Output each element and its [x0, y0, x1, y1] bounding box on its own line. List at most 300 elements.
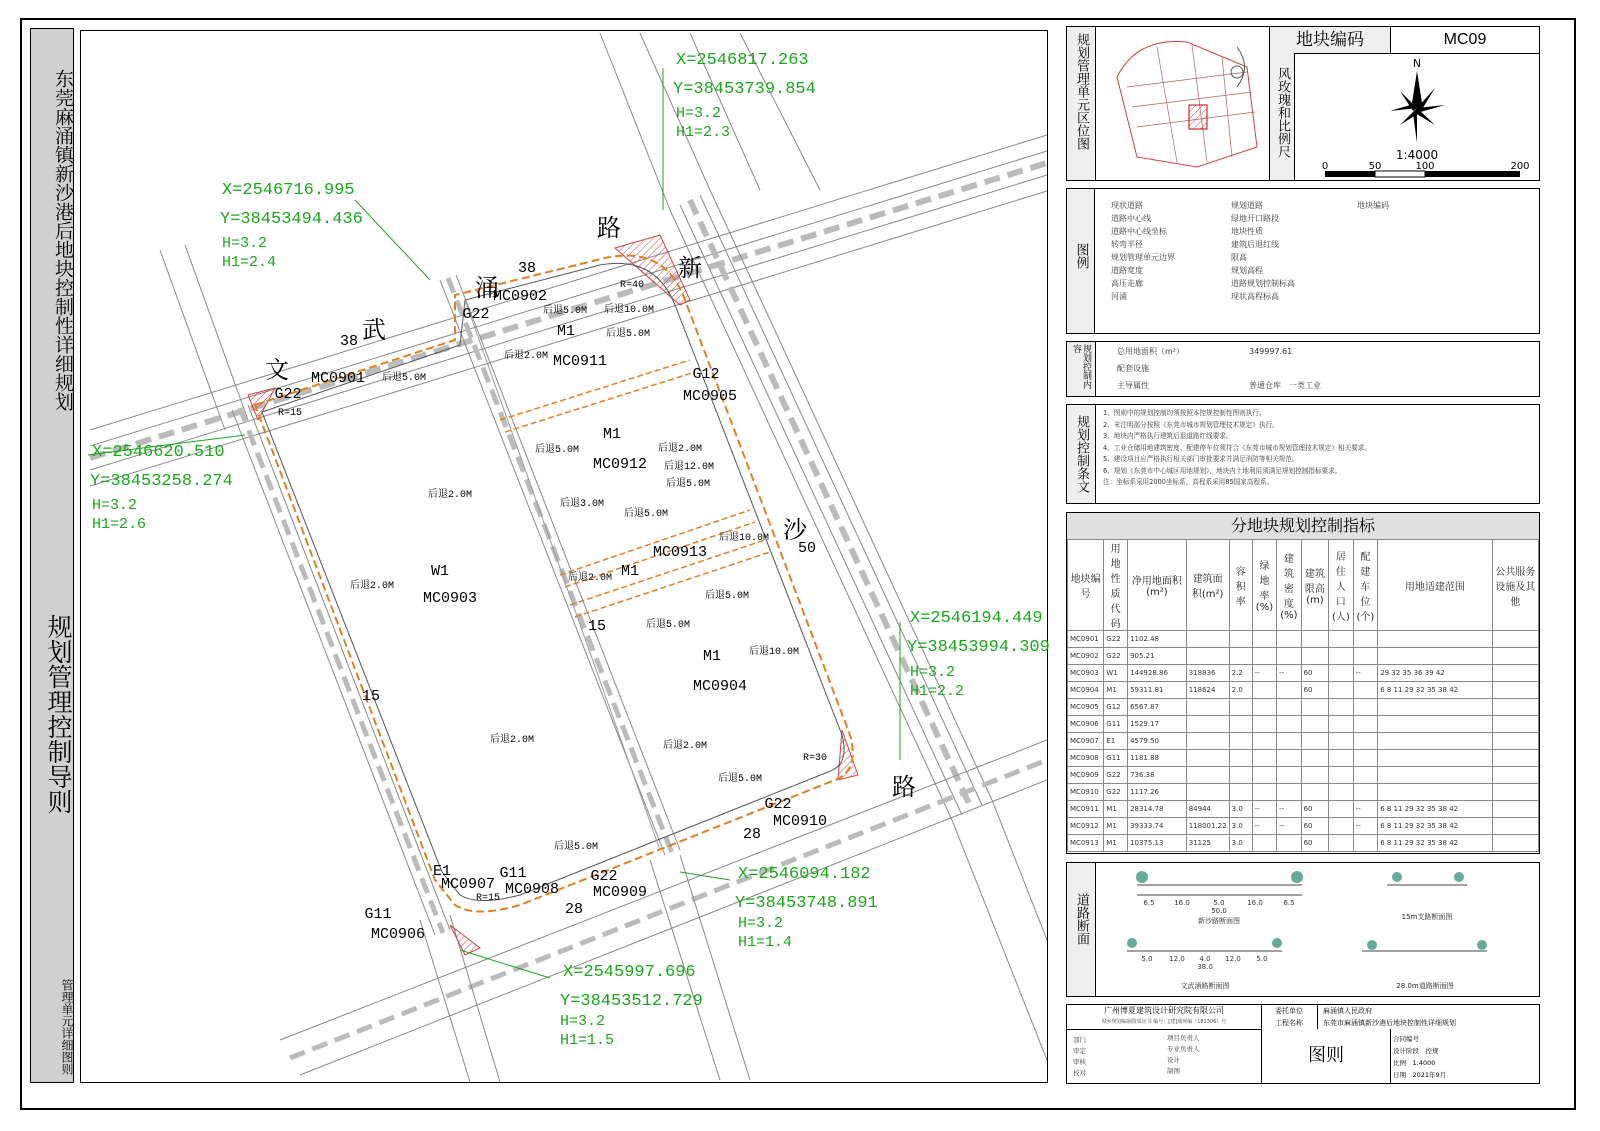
- coord-callout: [90, 443, 233, 533]
- table-cell: MC0907: [1068, 733, 1104, 750]
- table-cell: 3.0: [1229, 835, 1252, 852]
- section-dim: 5.0: [1141, 955, 1153, 963]
- scale-tick: 200: [1510, 161, 1530, 172]
- table-cell: [1378, 699, 1492, 716]
- col-header: 容积率: [1229, 540, 1252, 631]
- table-cell: [1229, 784, 1252, 801]
- table-cell: [1277, 699, 1301, 716]
- section-total: 38.0: [1197, 963, 1213, 971]
- client-value: 麻涌镇人民政府: [1323, 1007, 1372, 1015]
- table-cell: E1: [1104, 733, 1128, 750]
- parcel-code: MC0912: [592, 456, 648, 473]
- parcel-code: MC0907: [440, 876, 496, 893]
- svg-text:X=2545997.696: X=2545997.696: [563, 963, 696, 982]
- setback: 后退5.0M: [718, 774, 763, 785]
- index-table: [1067, 539, 1539, 852]
- road-width: 38: [518, 260, 537, 277]
- road-name-char: 沙: [783, 519, 807, 546]
- table-cell: 84944: [1186, 801, 1229, 818]
- section-dim: 16.0: [1174, 899, 1190, 907]
- setback: 后退2.0M: [568, 573, 613, 584]
- content-row-value: 普通仓库 一类工业: [1249, 381, 1321, 390]
- table-cell: G11: [1104, 716, 1128, 733]
- table-row: [1068, 699, 1539, 716]
- table-cell: [1378, 631, 1492, 648]
- road-width: 38: [340, 333, 359, 350]
- svg-text:Y=38453512.729: Y=38453512.729: [560, 992, 703, 1011]
- table-cell: 118624: [1186, 682, 1229, 699]
- table-cell: 1102.48: [1128, 631, 1187, 648]
- table-cell: [1378, 733, 1492, 750]
- table-cell: MC0912: [1068, 818, 1104, 835]
- table-cell: 28314.78: [1128, 801, 1187, 818]
- table-cell: [1492, 631, 1538, 648]
- table-cell: [1378, 750, 1492, 767]
- table-cell: [1277, 648, 1301, 665]
- table-cell: [1229, 767, 1252, 784]
- section-dim: 6.5: [1283, 899, 1295, 907]
- table-cell: 2.2: [1229, 665, 1252, 682]
- parcel-code: MC0911: [552, 353, 608, 370]
- clauses-panel: [1066, 404, 1540, 504]
- table-cell: 60: [1301, 682, 1329, 699]
- table-cell: [1301, 750, 1329, 767]
- coord-callout: [560, 963, 703, 1049]
- road-name-char: 路: [892, 776, 916, 803]
- setback: 后退2.0M: [663, 741, 708, 752]
- section-dim: 16.0: [1247, 899, 1263, 907]
- section-caption: 新沙路断面图: [1198, 917, 1240, 925]
- legend-item: 道路宽度: [1111, 266, 1143, 275]
- table-cell: [1378, 648, 1492, 665]
- table-cell: --: [1252, 818, 1276, 835]
- col-header: 净用地面积(m²): [1128, 540, 1187, 631]
- col-header: 用地适建范围: [1378, 540, 1492, 631]
- svg-text:X=2546094.182: X=2546094.182: [738, 865, 871, 884]
- table-cell: [1277, 835, 1301, 852]
- client-label: 委托单位: [1275, 1007, 1303, 1015]
- table-cell: [1492, 665, 1538, 682]
- table-cell: 4579.50: [1128, 733, 1187, 750]
- table-cell: 60: [1301, 835, 1329, 852]
- svg-text:H=3.2: H=3.2: [222, 235, 268, 252]
- content-panel: [1066, 341, 1540, 397]
- legend-item: 限高: [1231, 253, 1247, 262]
- legend-item: 道路中心线坐标: [1111, 227, 1167, 236]
- table-cell: [1277, 767, 1301, 784]
- table-cell: G22: [1104, 648, 1128, 665]
- content-row-label: 主导属性: [1117, 381, 1149, 390]
- table-cell: [1186, 648, 1229, 665]
- svg-text:Y=38453739.854: Y=38453739.854: [673, 80, 816, 99]
- doc-title: 规划管理控制导则: [44, 614, 73, 814]
- table-cell: MC0902: [1068, 648, 1104, 665]
- setback: 后退5.0M: [624, 509, 669, 520]
- setback: 后退5.0M: [646, 620, 691, 631]
- company-box: [1067, 1005, 1262, 1030]
- table-cell: 3.0: [1229, 818, 1252, 835]
- index-panel: [1066, 512, 1540, 854]
- road-name-char: 文: [265, 359, 289, 386]
- table-cell: [1353, 648, 1378, 665]
- col-header: 建筑面积(m²): [1186, 540, 1229, 631]
- svg-text:H1=2.4: H1=2.4: [222, 254, 277, 271]
- table-cell: M1: [1104, 801, 1128, 818]
- legend-col-1: [1111, 199, 1231, 303]
- scale-tick: 100: [1415, 161, 1435, 172]
- table-cell: [1492, 682, 1538, 699]
- project-value: 东莞市麻涌镇新沙港后地块控制性详细规划: [1323, 1019, 1456, 1027]
- clauses-text: [1103, 408, 1533, 489]
- table-cell: MC0911: [1068, 801, 1104, 818]
- table-cell: [1329, 631, 1354, 648]
- section-panel: [1066, 862, 1540, 997]
- content-row-label: 配套设施: [1117, 364, 1149, 373]
- location-label: 规划管理单元区位图: [1074, 33, 1089, 150]
- radius: R=15: [278, 408, 303, 419]
- index-header-row: [1068, 540, 1539, 631]
- table-cell: MC0913: [1068, 835, 1104, 852]
- table-cell: [1277, 784, 1301, 801]
- parcel-landuse: G22: [462, 306, 490, 323]
- table-cell: [1252, 733, 1276, 750]
- radius: R=15: [476, 893, 501, 904]
- sheet-name: 管理单元详细图则: [60, 979, 74, 1075]
- plot-code-value: MC09: [1443, 31, 1487, 48]
- table-cell: 60: [1301, 818, 1329, 835]
- table-cell: 1181.88: [1128, 750, 1187, 767]
- table-cell: [1186, 767, 1229, 784]
- table-cell: [1301, 648, 1329, 665]
- svg-text:H1=2.6: H1=2.6: [92, 516, 147, 533]
- project-label: 工程名称: [1275, 1019, 1303, 1027]
- table-row: [1068, 733, 1539, 750]
- meta-block: 合同编号 设计阶段 控规 比例 1:4000 日期 2021年9月: [1393, 1035, 1447, 1079]
- section-dim: 5.0: [1256, 955, 1268, 963]
- legend-item: 高压走廊: [1111, 279, 1143, 288]
- table-row: [1068, 818, 1539, 835]
- scale-tick: 50: [1368, 161, 1382, 172]
- table-cell: [1492, 835, 1538, 852]
- table-cell: G12: [1104, 699, 1128, 716]
- parcel-landuse: E1: [432, 863, 452, 880]
- compass-label: 风玫瑰和比例尺: [1275, 67, 1290, 158]
- table-cell: [1353, 631, 1378, 648]
- parcel-code: MC0913: [652, 544, 708, 561]
- table-cell: [1492, 784, 1538, 801]
- parcel-code: MC0902: [492, 288, 548, 305]
- table-cell: 2.0: [1229, 682, 1252, 699]
- table-cell: [1353, 767, 1378, 784]
- company-cert: 城乡规划编制资质证书 编号：[建]城规编（181306）号: [1101, 1019, 1227, 1025]
- table-row: [1068, 665, 1539, 682]
- parcel-landuse: G11: [499, 865, 527, 882]
- svg-text:H1=1.5: H1=1.5: [560, 1032, 615, 1049]
- legend-item: 河涌: [1111, 292, 1127, 301]
- table-cell: [1252, 682, 1276, 699]
- table-cell: --: [1353, 665, 1378, 682]
- table-cell: 1117.26: [1128, 784, 1187, 801]
- parcel-code: MC0906: [370, 926, 426, 943]
- table-row: [1068, 716, 1539, 733]
- table-cell: [1329, 767, 1354, 784]
- staff-labels: 项目负责人 专业负责人 设计 制图: [1167, 1034, 1200, 1075]
- legend-item: 道路规划控制标高: [1231, 279, 1295, 288]
- table-cell: [1186, 631, 1229, 648]
- svg-text:Y=38453748.891: Y=38453748.891: [735, 894, 878, 913]
- parcel-code: MC0908: [504, 881, 560, 898]
- table-cell: [1378, 767, 1492, 784]
- col-header: 居住人口(人): [1329, 540, 1354, 631]
- road-width: 15: [362, 688, 381, 705]
- setback: 后退2.0M: [350, 581, 395, 592]
- location-panel: [1066, 26, 1540, 181]
- table-cell: [1378, 716, 1492, 733]
- table-cell: [1301, 767, 1329, 784]
- table-cell: [1492, 733, 1538, 750]
- south-road: [280, 740, 1047, 1082]
- table-row: [1068, 750, 1539, 767]
- table-cell: [1186, 699, 1229, 716]
- legend-col-3: [1357, 199, 1477, 212]
- parcel-landuse: M1: [602, 426, 622, 443]
- table-cell: [1353, 784, 1378, 801]
- parcel-landuse: G22: [764, 796, 792, 813]
- table-cell: [1186, 750, 1229, 767]
- clause: 4、工业仓储用地建筑密度、配建停车位须符合《东莞市城市规划管理技术规定》相关要求。: [1103, 443, 1371, 452]
- table-cell: [1277, 682, 1301, 699]
- section-dim: 4.0: [1199, 955, 1211, 963]
- clause: 6、规划《东莞市中心城区用地规划》，地块内土地利用须满足规划控制指标要求。: [1103, 466, 1342, 475]
- table-cell: [1353, 682, 1378, 699]
- table-cell: MC0910: [1068, 784, 1104, 801]
- table-cell: [1301, 784, 1329, 801]
- table-cell: [1329, 835, 1354, 852]
- table-cell: [1353, 835, 1378, 852]
- table-cell: G22: [1104, 631, 1128, 648]
- table-cell: 29 32 35 36 39 42: [1378, 665, 1492, 682]
- table-cell: 60: [1301, 801, 1329, 818]
- table-cell: [1301, 733, 1329, 750]
- road-width: 50: [798, 540, 817, 557]
- project-title: 东莞麻涌镇新沙港后地块控制性详细规划: [52, 69, 74, 411]
- content-row-label: 总用地面积（m²）: [1117, 347, 1184, 356]
- compass-label-box: [1269, 53, 1295, 180]
- table-cell: [1252, 750, 1276, 767]
- parcel-code: MC0903: [422, 590, 478, 607]
- parcel-landuse: M1: [556, 323, 576, 340]
- setback: 后退5.0M: [535, 445, 580, 456]
- table-cell: [1252, 716, 1276, 733]
- col-header: 建筑限高(m): [1301, 540, 1329, 631]
- table-cell: 60: [1301, 665, 1329, 682]
- section-dim: 12.0: [1225, 955, 1241, 963]
- table-cell: 1529.17: [1128, 716, 1187, 733]
- table-cell: [1492, 818, 1538, 835]
- content-row-value: 349997.61: [1249, 347, 1293, 356]
- coord-callout: [220, 181, 363, 271]
- clauses-label: 规划控制条文: [1074, 415, 1089, 493]
- svg-text:H=3.2: H=3.2: [92, 497, 138, 514]
- table-cell: [1492, 750, 1538, 767]
- table-cell: [1329, 733, 1354, 750]
- setback: 后退10.0M: [604, 305, 655, 316]
- table-cell: [1492, 648, 1538, 665]
- corner-hatch: [450, 925, 480, 955]
- svg-text:H=3.2: H=3.2: [560, 1013, 606, 1030]
- coord-callout: [673, 51, 816, 141]
- section-label-box: [1067, 863, 1096, 996]
- svg-text:X=2546620.510: X=2546620.510: [92, 443, 225, 462]
- setback: 后退12.0M: [664, 462, 715, 473]
- section-dim: 6.5: [1143, 899, 1155, 907]
- radius: R=30: [803, 753, 828, 764]
- clause: 5、建设项目应严格执行相关部门审批要求并满足消防等相关规范。: [1103, 455, 1299, 463]
- col-header: 公共服务设施及其他: [1492, 540, 1538, 631]
- table-cell: 39333.74: [1128, 818, 1187, 835]
- table-cell: [1277, 733, 1301, 750]
- table-cell: 31125: [1186, 835, 1229, 852]
- clause: 1、图则中的规划控制均须按照本控规控制性图则执行。: [1103, 409, 1266, 417]
- section-dim: 5.0: [1213, 899, 1225, 907]
- index-title: 分地块规划控制指标: [1067, 513, 1539, 540]
- road-name-char: 路: [597, 217, 621, 244]
- table-row: [1068, 784, 1539, 801]
- company-name: 广州博夏建筑设计研究院有限公司: [1104, 1006, 1224, 1015]
- table-cell: [1277, 750, 1301, 767]
- setback: 后退5.0M: [382, 373, 427, 384]
- clause: 3、地块内严格执行建筑后退道路红线要求。: [1103, 432, 1233, 440]
- table-cell: [1492, 699, 1538, 716]
- table-cell: [1329, 665, 1354, 682]
- setback: 后退5.0M: [543, 306, 588, 317]
- table-cell: [1252, 835, 1276, 852]
- table-cell: MC0904: [1068, 682, 1104, 699]
- title-block: [1066, 1004, 1540, 1084]
- table-cell: [1353, 750, 1378, 767]
- table-cell: [1186, 733, 1229, 750]
- drawing-name: 图则: [1261, 1029, 1391, 1083]
- table-cell: [1329, 716, 1354, 733]
- road-width: 15: [588, 618, 607, 635]
- table-cell: 10375.13: [1128, 835, 1187, 852]
- parcel-landuse: G22: [274, 386, 302, 403]
- parcel-code: MC0904: [692, 678, 748, 695]
- table-cell: 118001.22: [1186, 818, 1229, 835]
- table-cell: --: [1277, 818, 1301, 835]
- table-cell: [1186, 716, 1229, 733]
- legend-item: 规划道路: [1231, 201, 1263, 210]
- section-label: 道路断面: [1074, 893, 1089, 945]
- parcel-code: MC0901: [310, 370, 366, 387]
- legend-item: 规划高程: [1231, 266, 1263, 275]
- table-cell: [1329, 801, 1354, 818]
- table-cell: 318836: [1186, 665, 1229, 682]
- road-width: 28: [565, 901, 584, 918]
- parcel-labels: [274, 288, 827, 943]
- table-cell: 6567.87: [1128, 699, 1187, 716]
- table-row: [1068, 801, 1539, 818]
- setback: 后退10.0M: [719, 533, 770, 544]
- table-cell: [1229, 716, 1252, 733]
- table-cell: MC0903: [1068, 665, 1104, 682]
- setback: 后退5.0M: [666, 479, 711, 490]
- svg-text:H=3.2: H=3.2: [738, 915, 784, 932]
- wind-rose: [1295, 53, 1539, 180]
- svg-text:Y=38453258.274: Y=38453258.274: [90, 472, 233, 491]
- location-label-box: [1067, 27, 1096, 180]
- parcel-landuse: G11: [364, 906, 392, 923]
- section-caption: 15m支路断面图: [1401, 913, 1453, 921]
- table-cell: 736.38: [1128, 767, 1187, 784]
- svg-text:H1=1.4: H1=1.4: [738, 934, 793, 951]
- table-cell: [1229, 699, 1252, 716]
- table-cell: --: [1252, 665, 1276, 682]
- coord-callout: [735, 865, 878, 951]
- table-cell: [1353, 716, 1378, 733]
- col-header: 用地性质代码: [1104, 540, 1128, 631]
- table-cell: G22: [1104, 767, 1128, 784]
- plot-code-row: [1269, 27, 1540, 54]
- section-caption: 28.0m道路断面图: [1396, 982, 1454, 990]
- setback: 后退10.0M: [749, 647, 800, 658]
- legend-item: 道路中心线: [1111, 214, 1151, 223]
- section-total: 50.0: [1211, 907, 1227, 915]
- table-cell: 6 8 11 29 32 35 38 42: [1378, 682, 1492, 699]
- parcel-landuse: G12: [692, 366, 720, 383]
- section-drawings: [1097, 863, 1539, 996]
- legend-col-2: [1231, 199, 1351, 303]
- table-cell: [1329, 648, 1354, 665]
- road-width: 28: [743, 826, 762, 843]
- section-dim: 12.0: [1169, 955, 1185, 963]
- radius: R=40: [620, 280, 645, 291]
- table-cell: --: [1277, 665, 1301, 682]
- setback: 后退2.0M: [658, 444, 703, 455]
- legend-label-box: [1067, 189, 1095, 333]
- scale-tick: 0: [1321, 161, 1329, 172]
- setback: 后退5.0M: [705, 591, 750, 602]
- table-cell: [1229, 750, 1252, 767]
- table-cell: [1378, 784, 1492, 801]
- table-cell: [1252, 699, 1276, 716]
- legend-item: 建筑后退红线: [1231, 240, 1279, 249]
- role-labels: 部门 审定 审核 校对: [1073, 1036, 1086, 1077]
- table-cell: [1252, 767, 1276, 784]
- parcel-landuse: G22: [590, 868, 618, 885]
- legend-panel: [1066, 188, 1540, 334]
- table-cell: MC0906: [1068, 716, 1104, 733]
- scale-label: 1:4000: [1395, 148, 1439, 162]
- north-label: N: [1412, 57, 1422, 70]
- table-cell: --: [1353, 818, 1378, 835]
- table-cell: 6 8 11 29 32 35 38 42: [1378, 835, 1492, 852]
- table-cell: [1329, 750, 1354, 767]
- setback: 后退5.0M: [606, 329, 651, 340]
- plot-code-label: 地块编码: [1270, 27, 1391, 53]
- table-cell: MC0909: [1068, 767, 1104, 784]
- legend-item: 绿地开口路段: [1231, 214, 1279, 223]
- table-cell: 6 8 11 29 32 35 38 42: [1378, 818, 1492, 835]
- table-cell: [1301, 716, 1329, 733]
- table-cell: G11: [1104, 750, 1128, 767]
- legend-item: 地块性质: [1231, 227, 1263, 236]
- svg-text:X=2546194.449: X=2546194.449: [910, 609, 1043, 628]
- table-cell: [1277, 631, 1301, 648]
- table-cell: [1301, 699, 1329, 716]
- parcel-code: MC0909: [592, 884, 648, 901]
- table-cell: [1252, 648, 1276, 665]
